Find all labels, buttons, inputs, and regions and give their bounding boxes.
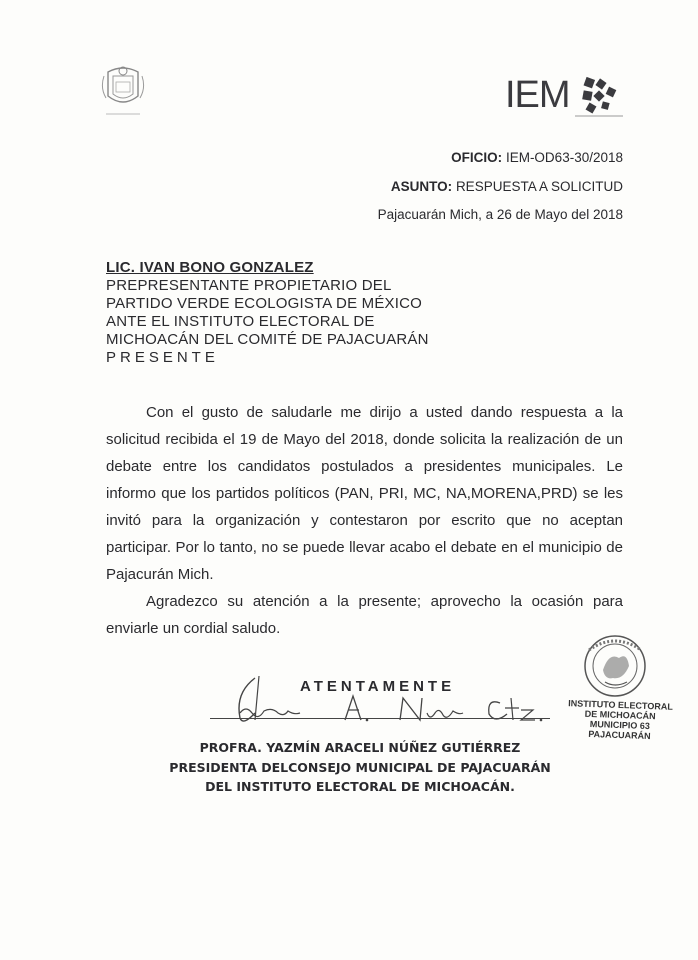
- signer-name: PROFRA. YAZMÍN ARACELI NÚÑEZ GUTIÉRREZ: [199, 740, 521, 755]
- official-stamp-icon: [575, 630, 667, 698]
- addressee-line3: ANTE EL INSTITUTO ELECTORAL DE: [106, 313, 375, 330]
- state-seal-icon: [100, 62, 146, 120]
- asunto-label: ASUNTO:: [390, 179, 453, 194]
- addressee-presente: PRESENTE: [106, 349, 219, 366]
- stamp-line-3: MUNICIPIO 63: [589, 718, 650, 732]
- signature-line: [210, 718, 550, 719]
- iem-logo-mark-icon: [575, 74, 623, 118]
- oficio-label: OFICIO:: [451, 150, 503, 165]
- iem-logo: [505, 72, 623, 118]
- oficio-line: [451, 150, 623, 165]
- addressee-line2: PARTIDO VERDE ECOLOGISTA DE MÉXICO: [106, 295, 423, 312]
- atentamente-label: ATENTAMENTE: [300, 678, 456, 695]
- place-date: Pajacuarán Mich, a 26 de Mayo del 2018: [377, 207, 623, 222]
- addressee-line4: MICHOACÁN DEL COMITÉ DE PAJACUARÁN: [106, 331, 429, 348]
- stamp-line-2: DE MICHOACÁN: [584, 708, 656, 722]
- iem-logo-text: IEM: [505, 74, 570, 116]
- signer-title-2: DEL INSTITUTO ELECTORAL DE MICHOACÁN.: [205, 779, 515, 794]
- stamp-line-4: PAJACUARÁN: [588, 728, 651, 742]
- asunto-value: RESPUESTA A SOLICITUD: [455, 179, 623, 194]
- addressee-line1: PREPRESENTANTE PROPIETARIO DEL: [106, 277, 392, 294]
- letter-body: [106, 399, 623, 642]
- addressee-name: LIC. IVAN BONO GONZALEZ: [106, 259, 314, 276]
- handwritten-signature: [215, 668, 560, 728]
- oficio-value: IEM-OD63-30/2018: [505, 150, 623, 165]
- signer-title-1: PRESIDENTA DELCONSEJO MUNICIPAL DE PAJACUARÁN: [169, 760, 551, 775]
- body-paragraph-1: Con el gusto de saludarle me dirijo a usted dando respuesta a la solicitud recibida el 19 de Mayo del 2018, donde solicita la realización de un debate entre los candidatos postulados a presidentes municipales. Le informo que los partidos políticos (PAN, PRI, MC, NA,MORENA,PRD) se les invitó para la organización y contestaron por escrito que no aceptan participar. Por lo tanto, no se puede llevar acabo el debate en el municipio de Pajacurán Mich.: [106, 404, 623, 583]
- stamp-line-1: INSTITUTO ELECTORAL: [568, 698, 673, 712]
- stamp-text: [559, 698, 680, 742]
- asunto-line: [391, 179, 623, 194]
- body-paragraph-2: Agradezco su atención a la presente; aprovecho la ocasión para enviarle un cordial saludo.: [106, 593, 623, 637]
